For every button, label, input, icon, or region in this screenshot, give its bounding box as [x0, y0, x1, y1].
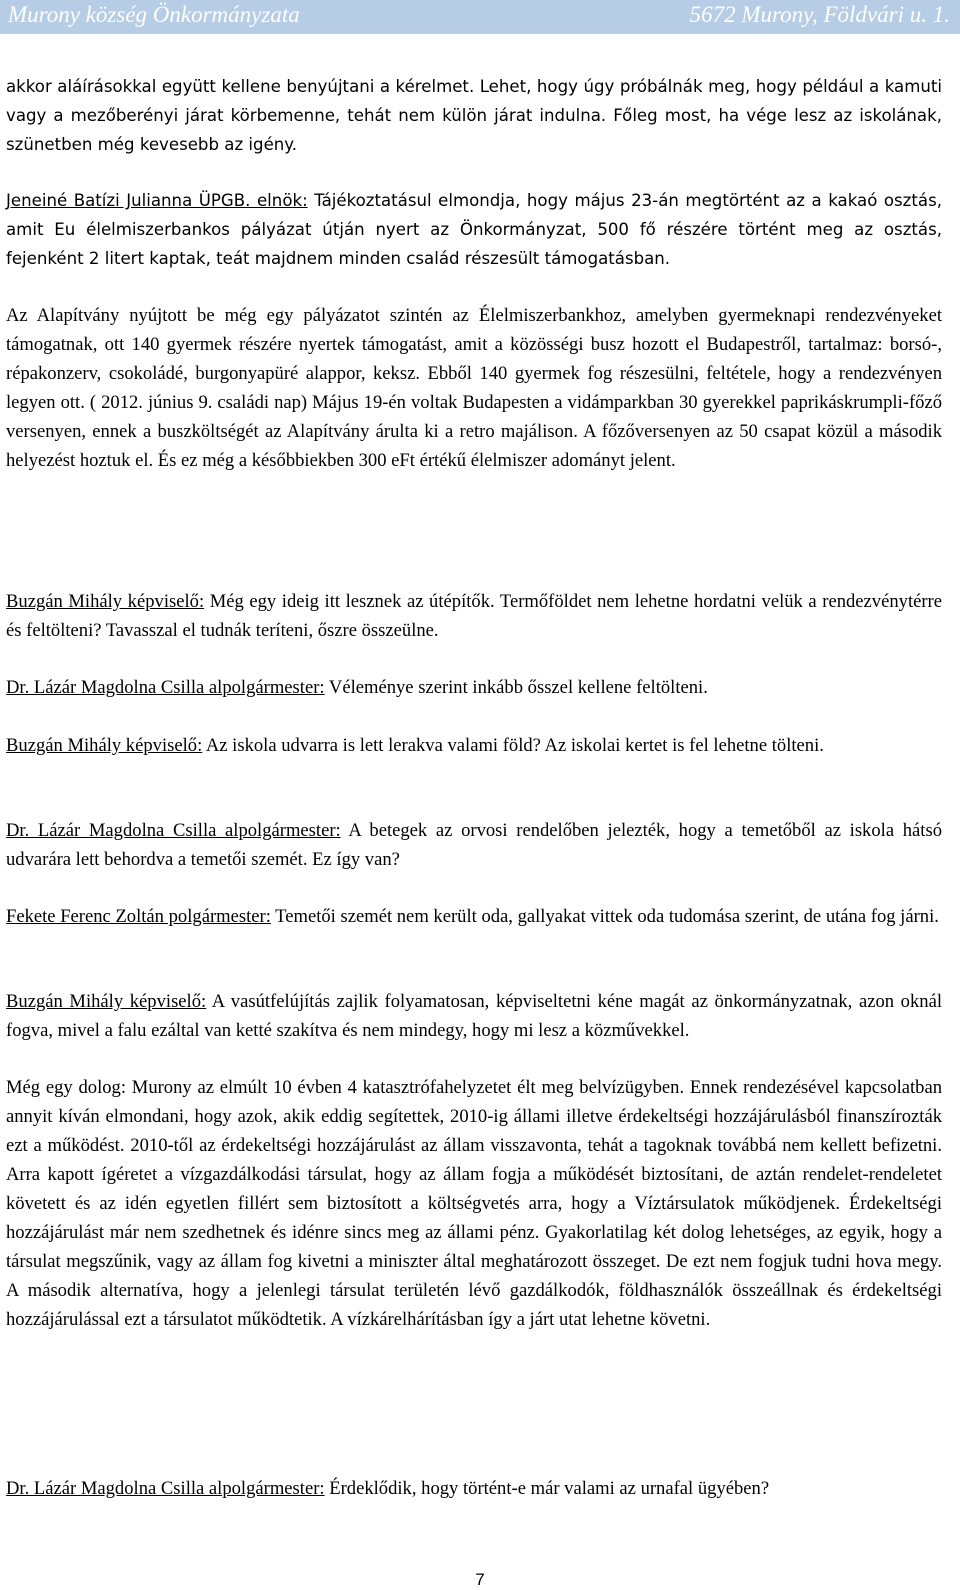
speaker-name: Dr. Lázár Magdolna Csilla alpolgármester: [6, 820, 341, 841]
paragraph-text: Véleménye szerint inkább ősszel kellene feltölteni. [324, 677, 708, 698]
paragraph-text: akkor aláírásokkal együtt kellene benyújtani a kérelmet. Lehet, hogy úgy próbálnák meg, hogy például a kamuti vagy a mezőberényi járat körbemenne, tehát nem külön járat indulna. Főleg most, ha vége lesz az iskolának, szünetben még kevesebb az igény. [6, 77, 942, 154]
paragraph-text: Temetői szemét nem került oda, gallyakat vittek oda tudomása szerint, de utána fog járni. [270, 906, 939, 927]
page-number: 7 [475, 1570, 485, 1589]
paragraph-text: Még egy ideig itt lesznek az útépítők. Termőföldet nem lehetne hordatni velük a rendezvénytérre és feltölteni? Tavasszal el tudnák teríteni, őszre összeülne. [6, 591, 942, 641]
paragraph-viztarsulat [6, 1073, 942, 1334]
paragraph-text: A betegek az orvosi rendelőben jelezték, hogy a temetőből az iskola hátsó udvarára lett behordva a temetői szemét. Ez így van? [6, 820, 942, 870]
paragraph-continuation [6, 72, 942, 159]
speaker-name: Buzgán Mihály képviselő: [6, 735, 203, 756]
paragraph-lazar-1 [6, 673, 942, 702]
paragraph-buzgan-1 [6, 587, 942, 645]
speaker-name: Buzgán Mihály képviselő: [6, 591, 205, 612]
paragraph-buzgan-3 [6, 987, 942, 1045]
paragraph-fekete [6, 902, 942, 931]
paragraph-text: A vasútfelújítás zajlik folyamatosan, képviseltetni kéne magát az önkormányzatnak, azon oknál fogva, mivel a falu ezáltal van ketté szakítva és nem mindegy, hogy mi lesz a közművekkel. [6, 991, 942, 1041]
speaker-name: Fekete Ferenc Zoltán polgármester: [6, 906, 271, 927]
paragraph-jeneine [6, 186, 942, 273]
paragraph-lazar-3 [6, 1474, 942, 1503]
speaker-name: Dr. Lázár Magdolna Csilla alpolgármester: [6, 1478, 325, 1499]
speaker-name: Buzgán Mihály képviselő: [6, 991, 207, 1012]
page-header [0, 0, 960, 34]
paragraph-buzgan-2 [6, 731, 942, 760]
header-municipality-name: Murony község Önkormányzata [8, 2, 300, 27]
paragraph-alapitvany [6, 301, 942, 475]
paragraph-lazar-2 [6, 816, 942, 874]
paragraph-text: Még egy dolog: Murony az elmúlt 10 évben 4 katasztrófahelyzetet élt meg belvízügyben. Ennek rendezésével kapcsolatban annyit kíván elmondani, hogy azok, akik eddig segítettek, 2010-ig állami illetve érdekeltségi hozzájárulásból finanszírozták ezt a működést. 2010-től az érdekeltségi hozzájárulást az állam visszavonta, tehát a tagoknak továbbá nem kellett befizetni. Arra kapott ígéretet a vízgazdálkodási társulat, hogy az állam fogja a működését biztosítani, de aztán rendelet-rendeletet követett és az idén egyetlen fillért sem biztosított a költségvetés arra, hogy a Víztársulatok működjenek. Érdekeltségi hozzájárulást már nem szedhetnek és idénre sincs meg az állami pénz. Gyakorlatilag két dolog lehetséges, az egyik, hogy a társulat megszűnik, vagy az állam fog kivetni a miniszter által meghatározott összeget. De ezt nem fogjuk tudni hova megy. A második alternatíva, hogy a jelenlegi társulat területén lévő gazdálkodók, földhasználók összeállnak és érdekeltségi hozzájárulással ezt a társulatot működtetik. A vízkárelhárításban így a járt utat lehetne követni. [6, 1077, 942, 1330]
paragraph-text: Az Alapítvány nyújtott be még egy pályázatot szintén az Élelmiszerbankhoz, amelyben gyermeknapi rendezvényeket támogatnak, ott 140 gyermek részére nyertek támogatást, amit a közösségi busz hozott el Budapestről, tartalmaz: borsó-, répakonzerv, csokoládé, burgonyapüré alappor, keksz. Ebből 140 gyermek fog részesülni, feltétele, hogy a rendezvényen legyen ott. ( 2012. június 9. családi nap) Május 19-én voltak Budapesten a vidámparkban 30 gyerekkel paprikáskrumpli-főző versenyen, ennek a buszköltségét az Alapítvány árulta ki a retro majálison. A főzőversenyen az 50 csapat közül a második helyezést hoztuk el. És ez még a későbbiekben 300 eFt értékű élelmiszer adományt jelent. [6, 305, 942, 471]
paragraph-text: Érdeklődik, hogy történt-e már valami az urnafal ügyében? [324, 1478, 770, 1499]
header-address: 5672 Murony, Földvári u. 1. [689, 2, 950, 27]
paragraph-text: Tájékoztatásul elmondja, hogy május 23-án megtörtént az a kakaó osztás, amit Eu élelmiszerbankos pályázat útján nyert az Önkormányzat, 500 fő részére történt meg az osztás, fejenként 2 litert kaptak, teát majdnem minden család részesült támogatásban. [6, 191, 942, 268]
speaker-name: Dr. Lázár Magdolna Csilla alpolgármester: [6, 677, 325, 698]
speaker-name: Jeneiné Batízi Julianna ÜPGB. elnök: [6, 191, 308, 210]
paragraph-text: Az iskola udvarra is lett lerakva valami föld? Az iskolai kertet is fel lehetne tölteni. [202, 735, 824, 756]
